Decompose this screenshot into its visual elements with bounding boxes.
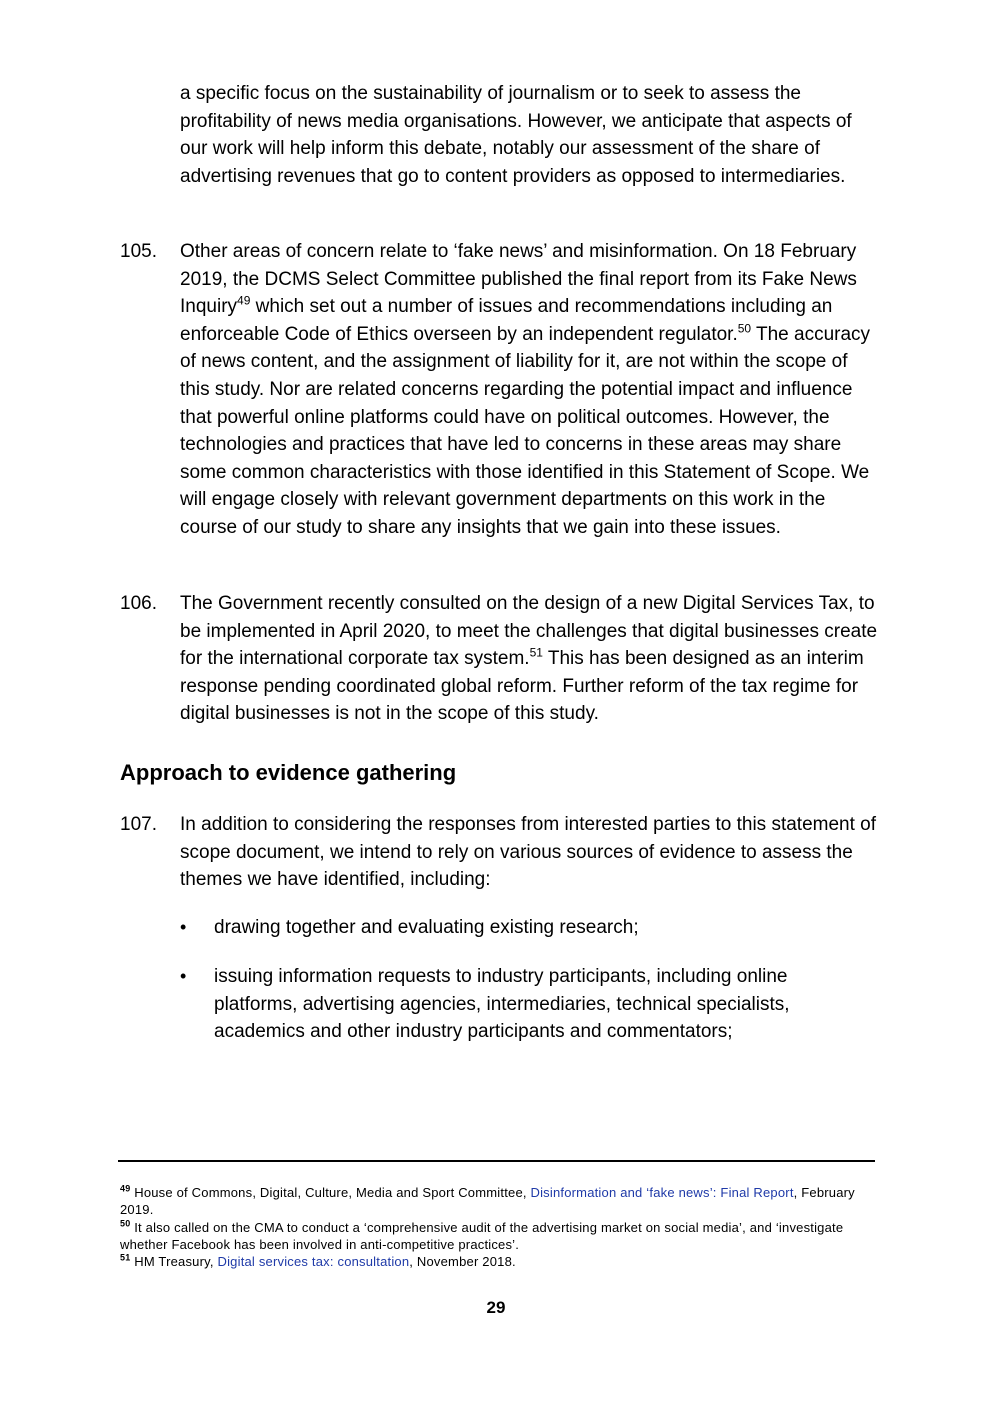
paragraph-number: 106.: [120, 593, 157, 614]
paragraph-106: [120, 590, 880, 728]
bullet-text: drawing together and evaluating existing research;: [214, 917, 639, 938]
paragraph-text: In addition to considering the responses from interested parties to this statement of scope document, we intend to rely on various sources of evidence to assess the themes we have identified, including:: [180, 814, 876, 891]
bullet-text: issuing information requests to industry participants, including online platforms, advertising agencies, intermediaries, technical specialists, academics and other industry participants and commentators;: [214, 966, 790, 1043]
footnote-ref-49[interactable]: 49: [237, 293, 251, 308]
footnote-ref-50[interactable]: 50: [737, 321, 752, 336]
footnote-51: $^{51}$ HM Treasury, Digital services tax: consultation, November 2018.: [120, 1252, 516, 1270]
footnote-49: $^{49}$ House of Commons, Digital, Culture, Media and Sport Committee, Disinformation and ‘fake news’: Final Report, February 2019.: [120, 1183, 855, 1218]
bullet-icon: •: [180, 917, 187, 937]
paragraph-text: The Government recently consulted on the design of a new Digital Services Tax, to be implemented in April 2020, to meet the challenges that digital businesses create for the international corporate tax system.$^{51}$ This has been designed as an interim response pending coordinated global reform. Further reform of the tax regime for digital businesses is not in the scope of this study.: [180, 593, 878, 725]
footnote-link[interactable]: Disinformation and ‘fake news’: Final Report: [530, 1185, 794, 1200]
paragraph-number: 105.: [120, 241, 157, 262]
paragraph-text: Other areas of concern relate to ‘fake news’ and misinformation. On 18 February 2019, the DCMS Select Committee published the final report from its Fake News Inquiry$^{49}$ which set out a number of issues and recommendations including an enforceable Code of Ethics overseen by an independent regulator.$^{50}$ The accuracy of news content, and the assignment of liability for it, are not within the scope of this study. Nor are related concerns regarding the potential impact and influence that powerful online platforms could have on political outcomes. However, the technologies and practices that have led to concerns in these areas may share some common characteristics with those identified in this Statement of Scope. We will engage closely with relevant government departments on this work in the course of our study to share any insights that we gain into these issues.: [180, 241, 871, 538]
footnote-divider: [118, 1160, 875, 1162]
bullet-item: [180, 963, 870, 1046]
bullet-icon: •: [180, 966, 187, 986]
paragraph-107: [120, 811, 880, 894]
section-heading: Approach to evidence gathering: [120, 760, 457, 785]
page-number: 29: [486, 1298, 506, 1317]
paragraph-105: [120, 238, 880, 542]
bullet-item: [180, 914, 870, 942]
footnote-50: $^{50}$ It also called on the CMA to conduct a ‘comprehensive audit of the advertising market on social media’, and ‘investigate whether Facebook has been involved in anti-competitive practices’.: [120, 1218, 844, 1252]
paragraph-number: 107.: [120, 814, 157, 835]
footnote-ref-51[interactable]: 51: [529, 645, 543, 660]
continued-paragraph: a specific focus on the sustainability of journalism or to seek to assess the profitability of news media organisations. However, we anticipate that aspects of our work will help inform this debate, notably our assessment of the share of advertising revenues that go to content providers as opposed to intermediaries.: [180, 83, 852, 187]
footnotes: [120, 1184, 860, 1270]
footnote-link[interactable]: Digital services tax: consultation: [217, 1254, 410, 1270]
